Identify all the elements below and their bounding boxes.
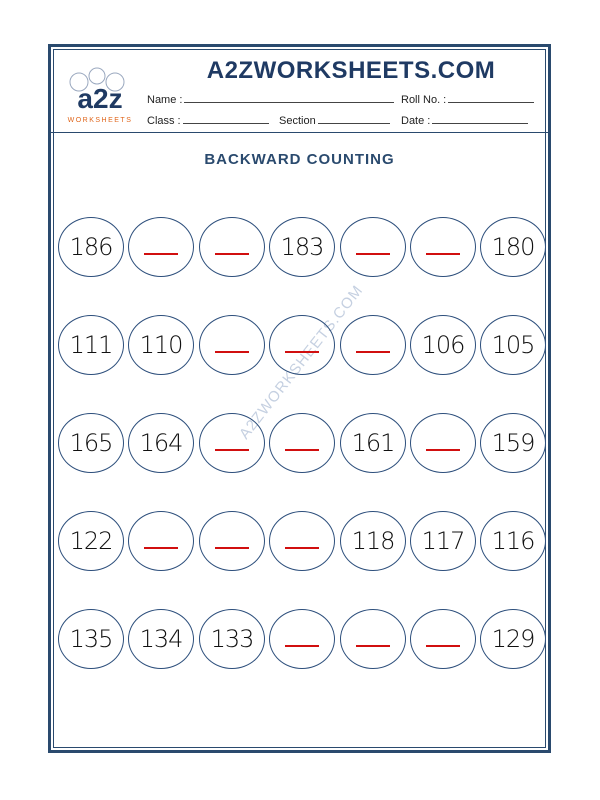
name-input-line[interactable] bbox=[184, 92, 394, 103]
answer-blank-circle[interactable] bbox=[410, 217, 476, 277]
number-value: 118 bbox=[351, 527, 395, 555]
roll-no-label: Roll No. : bbox=[401, 94, 447, 106]
answer-blank-line[interactable] bbox=[356, 351, 390, 353]
number-circle bbox=[410, 511, 476, 571]
number-circle bbox=[128, 413, 194, 473]
number-circle bbox=[480, 315, 546, 375]
answer-blank-circle[interactable] bbox=[128, 511, 194, 571]
logo-tagline: WORKSHEETS bbox=[67, 117, 133, 124]
worksheet-title: BACKWARD COUNTING bbox=[204, 151, 395, 168]
answer-blank-circle[interactable] bbox=[269, 511, 335, 571]
number-circle bbox=[269, 217, 335, 277]
date-label: Date : bbox=[401, 115, 431, 127]
number-value: 110 bbox=[139, 331, 183, 359]
number-circle bbox=[128, 609, 194, 669]
number-circle bbox=[58, 511, 124, 571]
number-circle bbox=[410, 315, 476, 375]
number-circle bbox=[58, 217, 124, 277]
roll-no-input-line[interactable] bbox=[448, 92, 534, 103]
number-value: 129 bbox=[491, 625, 535, 653]
number-circle bbox=[480, 217, 546, 277]
number-value: 186 bbox=[69, 233, 113, 261]
answer-blank-circle[interactable] bbox=[199, 511, 265, 571]
number-value: 165 bbox=[69, 429, 113, 457]
number-circle bbox=[480, 511, 546, 571]
answer-blank-circle[interactable] bbox=[410, 609, 476, 669]
number-value: 106 bbox=[421, 331, 465, 359]
answer-blank-line[interactable] bbox=[356, 645, 390, 647]
number-circle bbox=[340, 413, 406, 473]
number-value: 180 bbox=[491, 233, 535, 261]
number-circle bbox=[199, 609, 265, 669]
name-label: Name : bbox=[147, 94, 183, 106]
a2z-logo bbox=[57, 62, 143, 126]
roll-no-field[interactable] bbox=[401, 92, 534, 106]
number-value: 117 bbox=[421, 527, 465, 555]
class-label: Class : bbox=[147, 115, 181, 127]
answer-blank-line[interactable] bbox=[285, 547, 319, 549]
section-input-line[interactable] bbox=[318, 113, 390, 124]
answer-blank-circle[interactable] bbox=[199, 217, 265, 277]
answer-blank-line[interactable] bbox=[215, 449, 249, 451]
answer-blank-circle[interactable] bbox=[269, 609, 335, 669]
number-value: 134 bbox=[139, 625, 183, 653]
number-circle bbox=[58, 315, 124, 375]
answer-blank-line[interactable] bbox=[426, 253, 460, 255]
class-input-line[interactable] bbox=[183, 113, 269, 124]
worksheet-frame bbox=[48, 44, 551, 753]
answer-blank-line[interactable] bbox=[144, 253, 178, 255]
answer-blank-circle[interactable] bbox=[128, 217, 194, 277]
number-value: 164 bbox=[139, 429, 183, 457]
number-circle bbox=[340, 511, 406, 571]
watermark: A2ZWORKSHEETS.COM bbox=[236, 281, 367, 443]
answer-blank-circle[interactable] bbox=[269, 315, 335, 375]
number-value: 183 bbox=[280, 233, 324, 261]
answer-blank-line[interactable] bbox=[426, 645, 460, 647]
name-field[interactable] bbox=[147, 92, 394, 106]
answer-blank-circle[interactable] bbox=[269, 413, 335, 473]
number-value: 161 bbox=[351, 429, 395, 457]
answer-blank-line[interactable] bbox=[426, 449, 460, 451]
answer-blank-circle[interactable] bbox=[340, 609, 406, 669]
date-field[interactable] bbox=[401, 113, 528, 127]
number-value: 135 bbox=[69, 625, 113, 653]
number-circle bbox=[480, 609, 546, 669]
number-circle bbox=[128, 315, 194, 375]
answer-blank-line[interactable] bbox=[285, 351, 319, 353]
number-value: 133 bbox=[210, 625, 254, 653]
answer-blank-circle[interactable] bbox=[199, 315, 265, 375]
answer-blank-line[interactable] bbox=[215, 253, 249, 255]
answer-blank-line[interactable] bbox=[215, 547, 249, 549]
section-label: Section bbox=[279, 115, 316, 127]
number-value: 159 bbox=[491, 429, 535, 457]
class-field[interactable] bbox=[147, 113, 269, 127]
number-value: 111 bbox=[69, 331, 113, 359]
header-divider bbox=[51, 132, 548, 133]
answer-blank-line[interactable] bbox=[356, 253, 390, 255]
number-circle bbox=[58, 609, 124, 669]
section-field[interactable] bbox=[279, 113, 390, 127]
number-value: 116 bbox=[491, 527, 535, 555]
date-input-line[interactable] bbox=[432, 113, 528, 124]
answer-blank-line[interactable] bbox=[285, 645, 319, 647]
answer-blank-line[interactable] bbox=[215, 351, 249, 353]
answer-blank-line[interactable] bbox=[285, 449, 319, 451]
answer-blank-circle[interactable] bbox=[340, 217, 406, 277]
site-title: A2ZWORKSHEETS.COM bbox=[206, 57, 496, 84]
answer-blank-circle[interactable] bbox=[410, 413, 476, 473]
number-value: 105 bbox=[491, 331, 535, 359]
number-value: 122 bbox=[69, 527, 113, 555]
answer-blank-circle[interactable] bbox=[199, 413, 265, 473]
answer-blank-line[interactable] bbox=[144, 547, 178, 549]
answer-blank-circle[interactable] bbox=[340, 315, 406, 375]
number-circle bbox=[480, 413, 546, 473]
number-circle bbox=[58, 413, 124, 473]
logo-mark: a2z bbox=[77, 83, 123, 114]
